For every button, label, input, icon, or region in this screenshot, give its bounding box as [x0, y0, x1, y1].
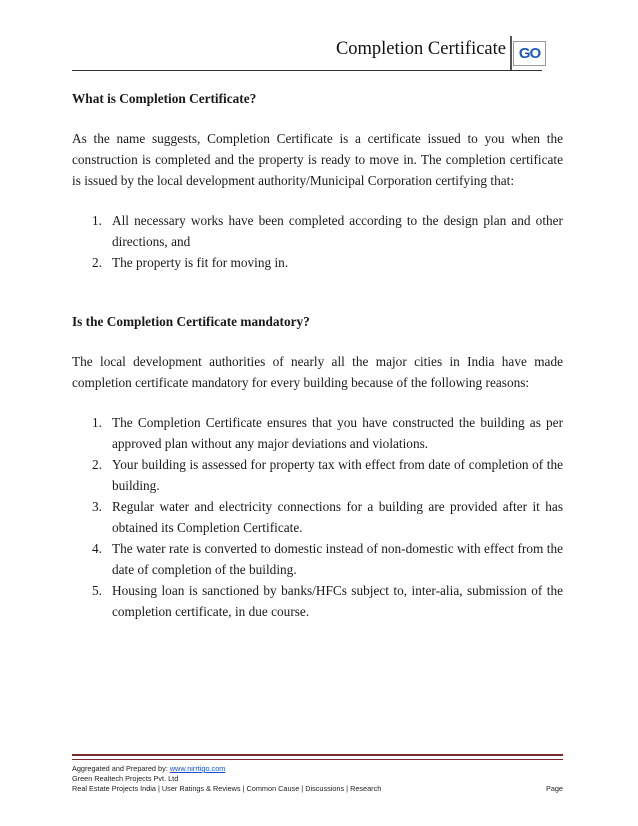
list-text: The property is fit for moving in.: [112, 255, 289, 270]
page-header: [72, 36, 542, 71]
list-item: [72, 412, 563, 454]
reasons-list: [72, 412, 563, 622]
list-text: Regular water and electricity connections for a building are provided after it has obtained its Completion Certificate.: [112, 499, 563, 535]
list-item: [72, 210, 563, 252]
section-paragraph-what-is: As the name suggests, Completion Certificate is a certificate issued to you when the construction is completed and the property is ready to move in. The completion certificate is issued by the local development authority/Municipal Corporation certifying that:: [72, 131, 563, 188]
list-item: [72, 454, 563, 496]
list-number: 2.: [92, 457, 102, 472]
header-divider: [510, 36, 512, 70]
list-number: 2.: [92, 255, 102, 270]
footer-rule: [72, 754, 563, 760]
footer-tagline-line: [72, 784, 563, 794]
footer-company: Green Realtech Projects Pvt. Ltd: [72, 774, 179, 783]
header-title: Completion Certificate: [335, 39, 506, 59]
list-text: The water rate is converted to domestic instead of non-domestic with effect from the date of completion of the building.: [112, 541, 563, 577]
section-heading-mandatory: Is the Completion Certificate mandatory?: [72, 314, 310, 329]
section-paragraph-mandatory: The local development authorities of nearly all the major cities in India have made completion certificate mandatory for every building because of the following reasons:: [72, 354, 563, 390]
list-item: [72, 252, 563, 273]
footer-page-label: Page: [545, 784, 563, 793]
page-footer: [72, 754, 563, 794]
footer-website-link[interactable]: www.nirrtigo.com: [169, 764, 226, 773]
brand-logo: GO: [513, 41, 546, 66]
list-text: Housing loan is sanctioned by banks/HFCs subject to, inter-alia, submission of the completion certificate, in due course.: [112, 583, 563, 619]
list-item: [72, 580, 563, 622]
footer-tagline: Real Estate Projects India | User Ratings & Reviews | Common Cause | Discussions | Research: [72, 784, 382, 793]
list-number: 3.: [92, 499, 102, 514]
section-heading-what-is: What is Completion Certificate?: [72, 91, 257, 106]
list-number: 5.: [92, 583, 102, 598]
document-body: [72, 88, 563, 622]
certifying-list: [72, 210, 563, 273]
list-item: [72, 496, 563, 538]
list-text: Your building is assessed for property tax with effect from date of completion of the building.: [112, 457, 563, 493]
list-text: The Completion Certificate ensures that you have constructed the building as per approved plan without any major deviations and violations.: [112, 415, 563, 451]
footer-prepared-label: Aggregated and Prepared by:: [72, 764, 170, 773]
list-item: [72, 538, 563, 580]
list-text: All necessary works have been completed according to the design plan and other directions, and: [112, 213, 563, 249]
list-number: 1.: [92, 213, 102, 228]
footer-prepared-line: [72, 764, 563, 774]
list-number: 4.: [92, 541, 102, 556]
list-number: 1.: [92, 415, 102, 430]
